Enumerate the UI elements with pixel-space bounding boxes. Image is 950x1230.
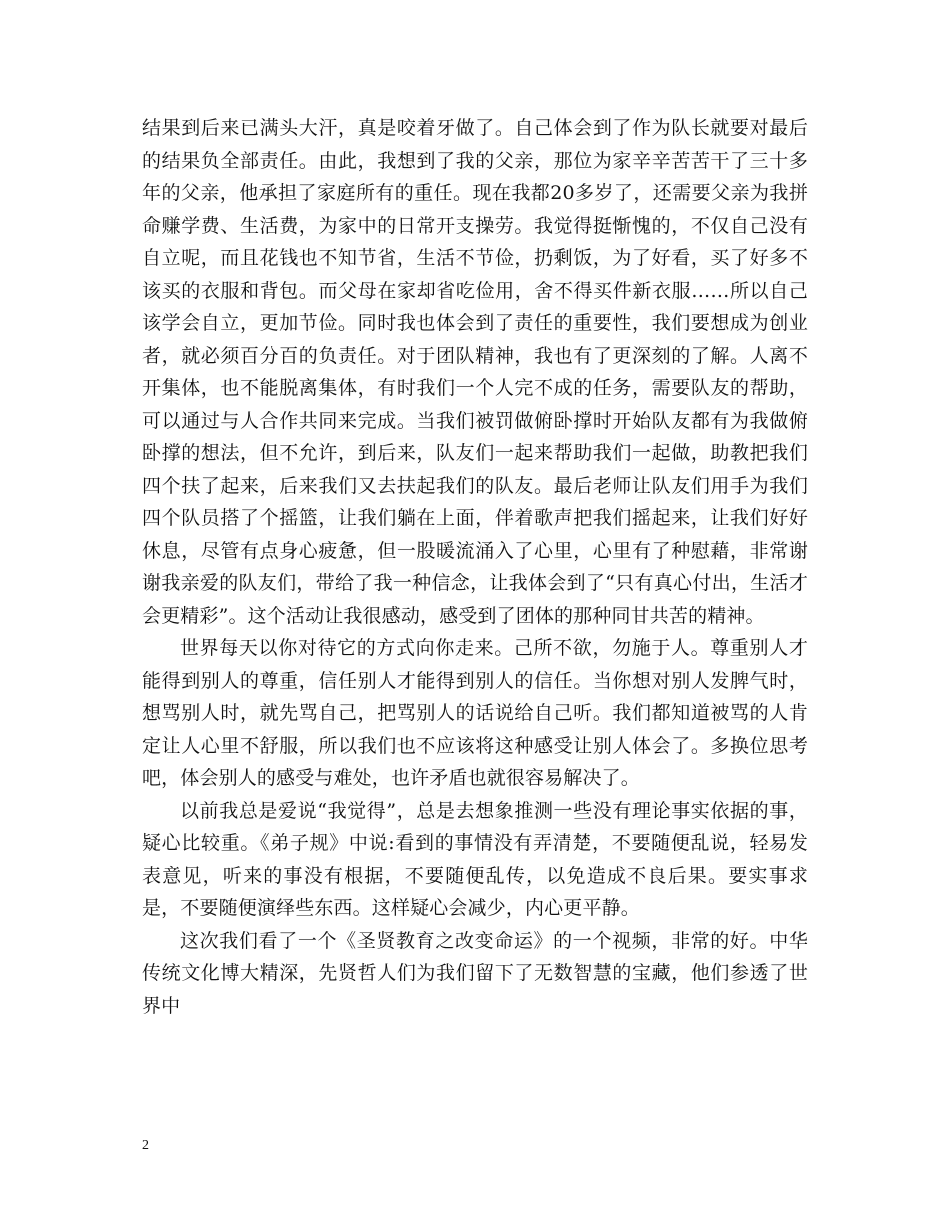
paragraph-2: 世界每天以你对待它的方式向你走来。己所不欲，勿施于人。尊重别人才能得到别人的尊重，信任别人才能得到别人的信任。当你想对别人发脾气时，想骂别人时，就先骂自己，把骂别人的话说给自己听。我们都知道被骂的人肯定让人心里不舒服，所以我们也不应该将这种感受让别人体会了。多换位思考吧，体会别人的感受与难处，也许矛盾也就很容易解决了。 <box>142 637 808 789</box>
paragraph-1: 结果到后来已满头大汗，真是咬着牙做了。自己体会到了作为队长就要对最后的结果负全部责任。由此，我想到了我的父亲，那位为家辛辛苦苦干了三十多年的父亲，他承担了家庭所有的重任。现在我都20多岁了，还需要父亲为我拼命赚学费、生活费，为家中的日常开支操劳。我觉得挺惭愧的，不仅自己没有自立呢，而且花钱也不知节省，生活不节俭，扔剩饭，为了好看，买了好多不该买的衣服和背包。而父母在家却省吃俭用，舍不得买件新衣服……所以自己该学会自立，更加节俭。同时我也体会到了责任的重要性，我们要想成为创业者，就必须百分百的负责任。对于团队精神，我也有了更深刻的了解。人离不开集体，也不能脱离集体，有时我们一个人完不成的任务，需要队友的帮助，可以通过与人合作共同来完成。当我们被罚做俯卧撑时开始队友都有为我做俯卧撑的想法，但不允许，到后来，队友们一起来帮助我们一起做，助教把我们四个扶了起来，后来我们又去扶起我们的队友。最后老师让队友们用手为我们四个队员搭了个摇篮，让我们躺在上面，伴着歌声把我们摇起来，让我们好好休息，尽管有点身心疲惫，但一股暖流涌入了心里，心里有了种慰藉，非常谢谢我亲爱的队友们，带给了我一种信念，让我体会到了“只有真心付出，生活才会更精彩”。这个活动让我很感动，感受到了团体的那种同甘共苦的精神。 <box>142 117 808 627</box>
page-number: 2 <box>142 1138 149 1153</box>
paragraph-3: 以前我总是爱说“我觉得”，总是去想象推测一些没有理论事实依据的事，疑心比较重。《弟子规》中说:看到的事情没有弄清楚，不要随便乱说，轻易发表意见，听来的事没有根据，不要随便乱传，以免造成不良后果。要实事求是，不要随便演绎些东西。这样疑心会减少，内心更平静。 <box>142 799 808 919</box>
body-text <box>142 112 808 1022</box>
paragraph-4: 这次我们看了一个《圣贤教育之改变命运》的一个视频，非常的好。中华传统文化博大精深，先贤哲人们为我们留下了无数智慧的宝藏，他们参透了世界中 <box>142 929 808 1017</box>
